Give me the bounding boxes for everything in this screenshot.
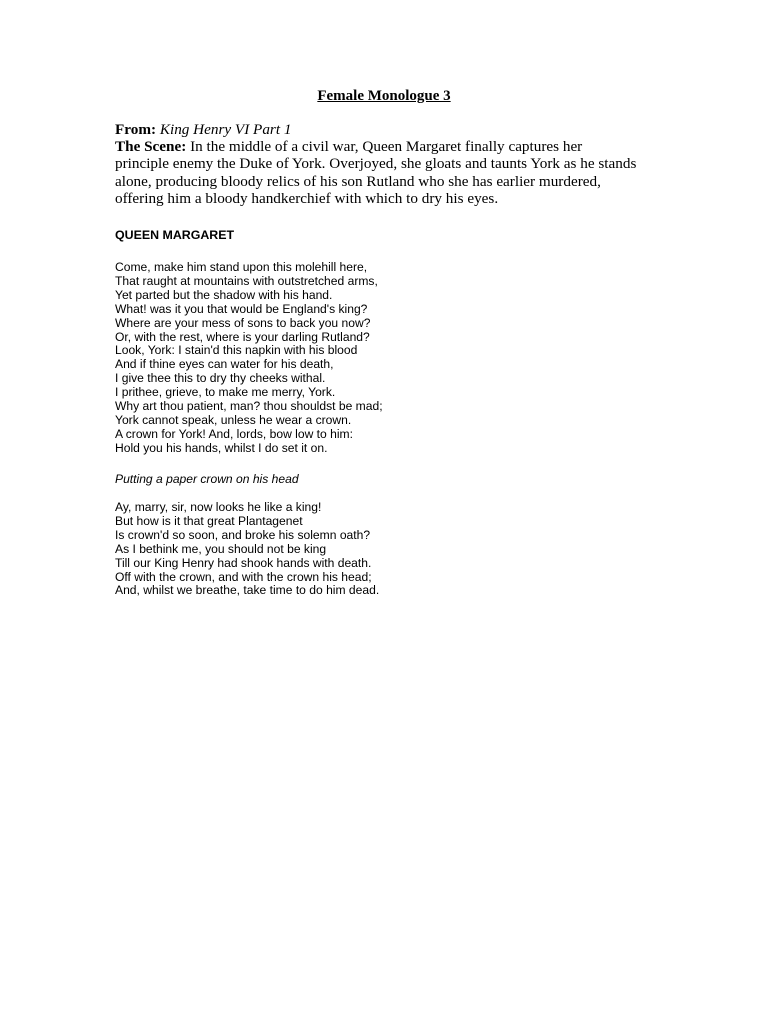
verse-line: Why art thou patient, man? thou shouldst be mad; [115,399,383,414]
verse-line: But how is it that great Plantagenet [115,513,303,528]
scene-line-4: offering him a bloody handkerchief with which to dry his eyes. [115,189,499,207]
verse-line: Hold you his hands, whilst I do set it on. [115,440,328,455]
verse-line: That raught at mountains with outstretched arms, [115,273,378,288]
verse-line: And if thine eyes can water for his death, [115,357,334,372]
intro-block [115,121,675,207]
scene-line-3: alone, producing bloody relics of his son Rutland who she has earlier murdered, [115,172,601,190]
page-title: Female Monologue 3 [317,88,451,104]
verse-block-2 [115,501,379,598]
verse-line: Till our King Henry had shook hands with death. [115,555,372,570]
stage-direction: Putting a paper crown on his head [115,472,299,486]
verse-line: What! was it you that would be England's king? [115,301,368,316]
verse-line: I prithee, grieve, to make me merry, York. [115,385,336,400]
verse-line: Or, with the rest, where is your darling Rutland? [115,329,370,344]
verse-line: York cannot speak, unless he wear a crown. [115,412,352,427]
verse-block-1 [115,261,383,456]
verse-line: I give thee this to dry thy cheeks withal. [115,371,326,386]
source-title: King Henry VI Part 1 [159,121,292,138]
verse-line: And, whilst we breathe, take time to do him dead. [115,583,380,598]
from-label: From: [115,121,157,138]
scene-line-2: principle enemy the Duke of York. Overjoyed, she gloats and taunts York as he stands [115,155,637,173]
scene-line-1 [115,138,675,155]
verse-line: Off with the crown, and with the crown his head; [115,569,372,584]
verse-line: As I bethink me, you should not be king [115,541,327,556]
speaker-name: QUEEN MARGARET [115,228,235,242]
verse-line: Is crown'd so soon, and broke his solemn oath? [115,527,371,542]
scene-label: The Scene: [115,138,187,156]
source-line [115,121,675,138]
verse-line: Where are your mess of sons to back you now? [115,315,371,330]
verse-line: Look, York: I stain'd this napkin with his blood [115,343,358,358]
verse-line: Ay, marry, sir, now looks he like a king! [115,500,322,514]
scene-text-1: In the middle of a civil war, Queen Margaret finally captures her [190,138,583,156]
verse-line: Yet parted but the shadow with his hand. [115,287,333,302]
verse-line: Come, make him stand upon this molehill here, [115,260,368,274]
verse-line: A crown for York! And, lords, bow low to him: [115,426,353,441]
